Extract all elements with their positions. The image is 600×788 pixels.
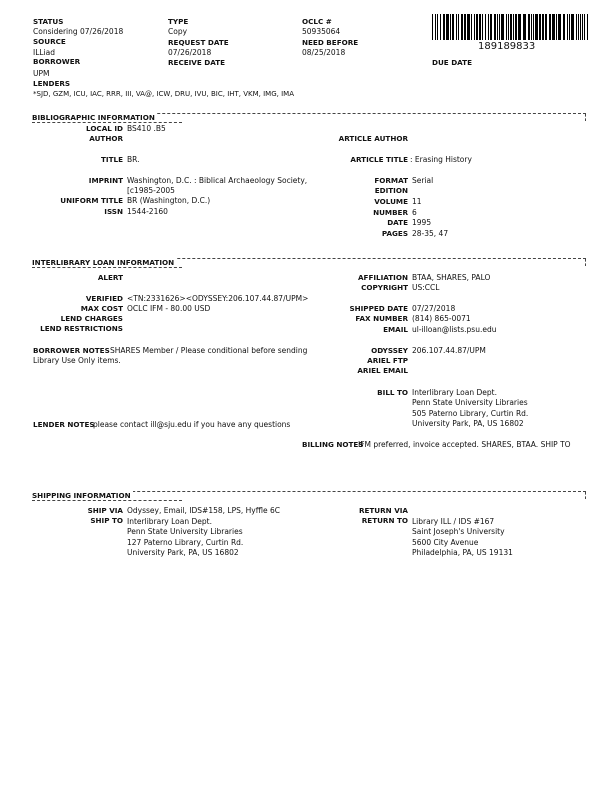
fax-number-label: FAX NUMBER: [355, 314, 408, 323]
ship-to-line-4: University Park, PA, US 16802: [127, 548, 239, 557]
format-value: Serial: [412, 176, 434, 185]
shipped-date-label: SHIPPED DATE: [349, 304, 408, 313]
barcode-bar: [490, 14, 492, 40]
barcode-bar: [528, 14, 530, 40]
barcode-bar: [432, 14, 433, 40]
title-value: BR.: [127, 155, 140, 164]
return-to-line-1: Library ILL / IDS #167: [412, 517, 495, 526]
type-label: TYPE: [168, 17, 189, 26]
barcode-bar: [461, 14, 463, 40]
barcode-bar: [497, 14, 498, 40]
article-title-value: : Erasing History: [410, 155, 472, 164]
barcode-bar: [437, 14, 438, 40]
barcode-number: 189189833: [478, 41, 536, 52]
receive-date-label: RECEIVE DATE: [168, 58, 226, 67]
uniform-title-label: UNIFORM TITLE: [60, 196, 123, 205]
ship-to-line-1: Interlibrary Loan Dept.: [127, 517, 212, 526]
barcode-bar: [578, 14, 579, 40]
return-to-label: RETURN TO: [361, 516, 408, 525]
odyssey-label: ODYSSEY: [371, 346, 408, 355]
max-cost-value: OCLC IFM - 80.00 USD: [127, 304, 211, 313]
bill-to-line-4: University Park, PA, US 16802: [412, 419, 524, 428]
barcode-bar: [476, 14, 478, 40]
issn-value: 1544-2160: [127, 207, 168, 216]
article-title-label: ARTICLE TITLE: [350, 155, 408, 164]
barcode-bar: [539, 14, 541, 40]
barcode-bar: [518, 14, 521, 40]
barcode-bar: [450, 14, 451, 40]
uniform-title-value: BR (Washington, D.C.): [127, 196, 211, 205]
status-label: STATUS: [33, 17, 64, 26]
alert-label: ALERT: [97, 273, 123, 282]
local-id-value: BS410 .B5: [127, 124, 166, 133]
barcode-bar: [542, 14, 544, 40]
barcode-bar: [535, 14, 538, 40]
copyright-label: COPYRIGHT: [361, 283, 408, 292]
barcode-bar: [488, 14, 489, 40]
odyssey-value: 206.107.44.87/UPM: [412, 346, 486, 355]
affiliation-label: AFFILIATION: [357, 273, 408, 282]
barcode-bar: [567, 14, 568, 40]
barcode-bar: [558, 14, 561, 40]
ship-to-line-2: Penn State University Libraries: [127, 527, 243, 536]
barcode-bar: [523, 14, 526, 40]
barcode-bar: [508, 14, 509, 40]
barcode-bar: [464, 14, 466, 40]
barcode-bar: [499, 14, 500, 40]
borrower-value: UPM: [33, 69, 50, 78]
borrower-notes-line-2: Library Use Only items.: [33, 356, 121, 365]
ship-to-label: SHIP TO: [90, 516, 123, 525]
lend-restrictions-label: LEND RESTRICTIONS: [40, 324, 123, 333]
due-date-label: DUE DATE: [432, 58, 472, 67]
billing-notes-value: IFM preferred, invoice accepted. SHARES, BTAA. SHIP TO: [358, 440, 571, 449]
barcode-bar: [452, 14, 454, 40]
number-label: NUMBER: [373, 208, 408, 217]
barcode-bar: [482, 14, 483, 40]
date-label: DATE: [387, 218, 408, 227]
issn-label: ISSN: [104, 207, 123, 216]
ariel-ftp-label: ARIEL FTP: [367, 356, 408, 365]
imprint-line-1: Washington, D.C. : Biblical Archaeology Society,: [127, 176, 308, 185]
source-label: SOURCE: [33, 37, 66, 46]
ship-to-line-3: 127 Paterno Library, Curtin Rd.: [127, 538, 244, 547]
barcode-bar: [456, 14, 457, 40]
barcode-bar: [494, 14, 496, 40]
barcode-bar: [552, 14, 555, 40]
affiliation-value: BTAA, SHARES, PALO: [412, 273, 491, 282]
bill-to-line-3: 505 Paterno Library, Curtin Rd.: [412, 409, 529, 418]
bill-to-line-1: Interlibrary Loan Dept.: [412, 388, 497, 397]
title-label: TITLE: [101, 155, 123, 164]
barcode-bar: [531, 14, 532, 40]
barcode: [432, 14, 590, 40]
return-to-line-4: Philadelphia, PA, US 19131: [412, 548, 513, 557]
lenders-value: *SJD, GZM, ICU, IAC, RRR, III, VA@, ICW, DRU, IVU, BIC, IHT, VKM, IMG, IMA: [33, 90, 294, 98]
barcode-bar: [533, 14, 534, 40]
barcode-bar: [587, 14, 588, 40]
barcode-bar: [446, 14, 449, 40]
barcode-bar: [569, 14, 570, 40]
number-value: 6: [412, 208, 417, 217]
oclc-value: 50935064: [302, 27, 341, 36]
lender-notes-value: please contact ill@sju.edu if you have any questions: [93, 420, 291, 429]
verified-value: <TN:2331626><ODYSSEY:206.107.44.87/UPM>: [127, 294, 309, 303]
volume-label: VOLUME: [374, 197, 408, 206]
barcode-bar: [510, 14, 512, 40]
bill-to-label: BILL TO: [377, 388, 408, 397]
barcode-bar: [580, 14, 581, 40]
shipped-date-value: 07/27/2018: [412, 304, 456, 313]
barcode-bar: [506, 14, 507, 40]
return-via-label: RETURN VIA: [358, 506, 408, 515]
barcode-bar: [582, 14, 583, 40]
bibliographic-section-label: BIBLIOGRAPHIC INFORMATION: [32, 113, 155, 122]
borrower-notes-label: BORROWER NOTES: [33, 346, 110, 355]
pages-value: 28-35, 47: [412, 229, 449, 238]
barcode-bar: [501, 14, 504, 40]
format-label: FORMAT: [374, 176, 408, 185]
local-id-label: LOCAL ID: [86, 124, 123, 133]
barcode-bar: [545, 14, 547, 40]
billing-notes-label: BILLING NOTES: [302, 440, 364, 449]
imprint-label: IMPRINT: [88, 176, 123, 185]
barcode-bar: [584, 14, 585, 40]
fax-number-value: (814) 865-0071: [412, 314, 471, 323]
barcode-bar: [458, 14, 459, 40]
request-date-value: 07/26/2018: [168, 48, 212, 57]
ariel-email-label: ARIEL EMAIL: [357, 366, 408, 375]
shipping-section-header: [32, 491, 586, 504]
barcode-bar: [443, 14, 445, 40]
barcode-bar: [485, 14, 486, 40]
ship-via-label: SHIP VIA: [87, 506, 123, 515]
shipping-section-label: SHIPPING INFORMATION: [32, 491, 131, 500]
need-before-label: NEED BEFORE: [302, 38, 359, 47]
barcode-bar: [467, 14, 470, 40]
barcode-bar: [515, 14, 517, 40]
barcode-bar: [571, 14, 574, 40]
barcode-bar: [474, 14, 475, 40]
ship-via-value: Odyssey, Email, IDS#158, LPS, Hyffle 6C: [127, 506, 280, 515]
article-author-label: ARTICLE AUTHOR: [338, 134, 408, 143]
bill-to-line-2: Penn State University Libraries: [412, 398, 528, 407]
barcode-bar: [479, 14, 481, 40]
barcode-bar: [549, 14, 551, 40]
email-label: EMAIL: [383, 325, 408, 334]
author-label: AUTHOR: [89, 134, 123, 143]
oclc-label: OCLC #: [302, 17, 332, 26]
edition-label: EDITION: [374, 186, 408, 195]
volume-value: 11: [412, 197, 422, 206]
return-to-line-2: Saint Joseph's University: [412, 527, 505, 536]
borrower-label: BORROWER: [33, 57, 81, 66]
need-before-value: 08/25/2018: [302, 48, 346, 57]
barcode-bar: [563, 14, 565, 40]
max-cost-label: MAX COST: [80, 304, 123, 313]
email-value: ul-illoan@lists.psu.edu: [412, 325, 497, 334]
barcode-bar: [576, 14, 577, 40]
barcode-bar: [435, 14, 436, 40]
copyright-value: US:CCL: [412, 283, 440, 292]
request-date-label: REQUEST DATE: [168, 38, 229, 47]
type-value: Copy: [168, 27, 188, 36]
interlibrary-section-label: INTERLIBRARY LOAN INFORMATION: [32, 258, 175, 267]
barcode-bar: [440, 14, 441, 40]
interlibrary-section-header: [32, 258, 586, 271]
barcode-bar: [513, 14, 514, 40]
borrower-notes-line-1: SHARES Member / Please conditional before sending: [110, 346, 308, 355]
imprint-line-2: [c1985-2005: [127, 186, 175, 195]
barcode-bar: [471, 14, 472, 40]
lender-notes-label: LENDER NOTES: [33, 420, 95, 429]
lend-charges-label: LEND CHARGES: [60, 314, 123, 323]
status-value: Considering 07/26/2018: [33, 27, 124, 36]
lenders-label: LENDERS: [33, 79, 71, 88]
barcode-bar: [556, 14, 557, 40]
pages-label: PAGES: [381, 229, 408, 238]
verified-label: VERIFIED: [85, 294, 123, 303]
date-value: 1995: [412, 218, 432, 227]
return-to-line-3: 5600 City Avenue: [412, 538, 479, 547]
source-value: ILLiad: [33, 48, 56, 57]
